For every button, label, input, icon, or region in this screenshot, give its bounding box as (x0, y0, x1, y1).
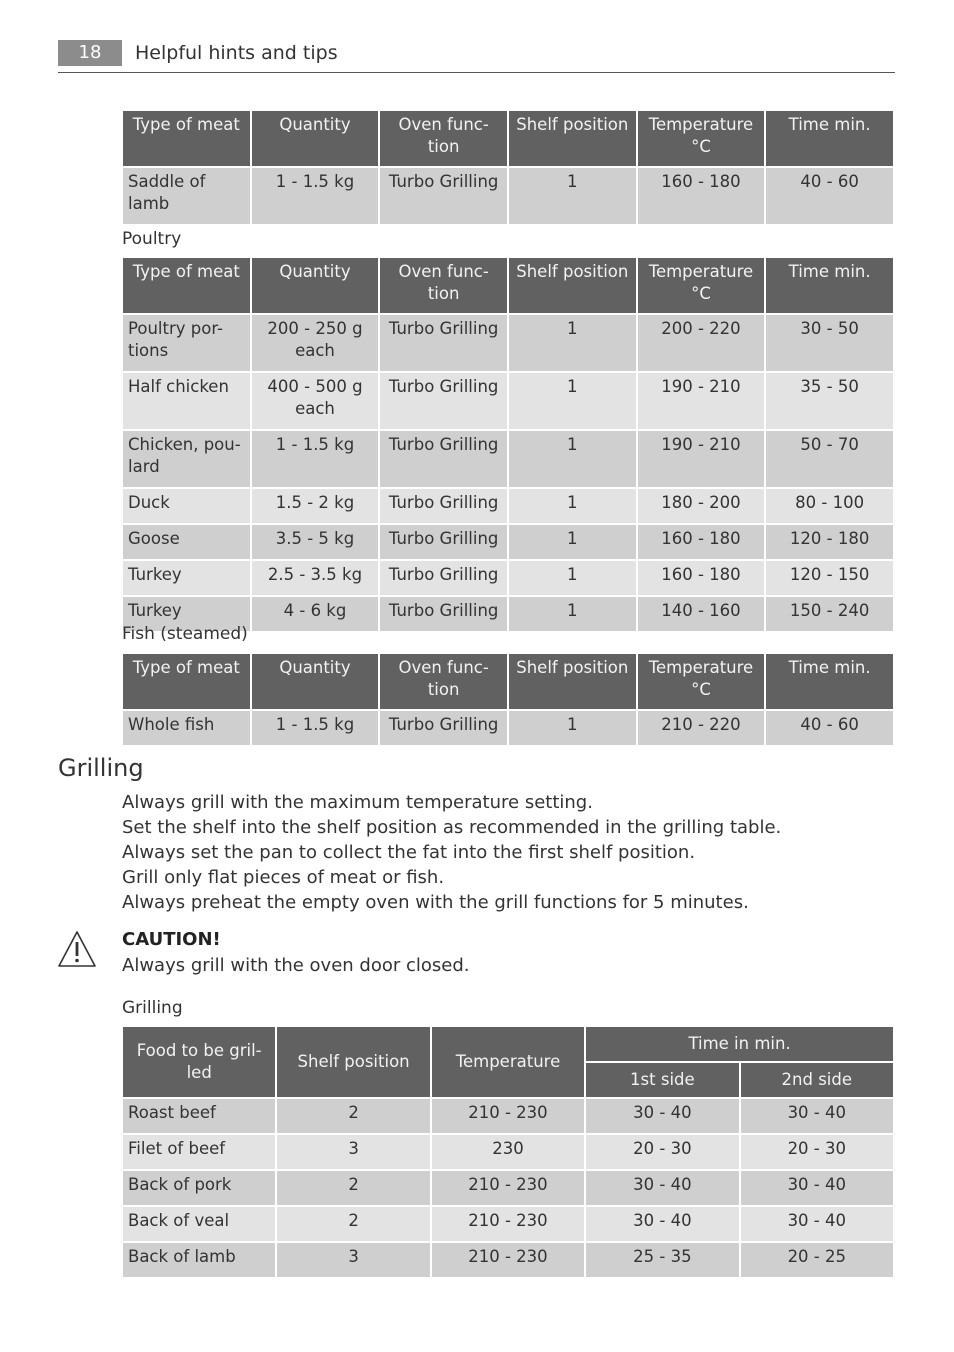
cell-shelf: 1 (509, 431, 636, 487)
col-food: Food to be gril-led (123, 1027, 275, 1097)
cell-function: Turbo Grilling (380, 525, 507, 559)
cell-meat: Whole fish (123, 711, 250, 745)
cell-temperature: 190 - 210 (638, 431, 765, 487)
cell-quantity: 1 - 1.5 kg (252, 711, 379, 745)
grilling-instructions (122, 790, 895, 915)
col-time: Time min. (766, 258, 893, 313)
section-heading-grilling: Grilling (58, 754, 144, 782)
page-number: 18 (58, 40, 122, 66)
table-row (123, 1207, 893, 1241)
cell-first-side: 20 - 30 (586, 1135, 738, 1169)
cell-function: Turbo Grilling (380, 561, 507, 595)
col-oven-function: Oven func-tion (380, 111, 507, 166)
cell-second-side: 30 - 40 (741, 1171, 893, 1205)
cell-meat: Poultry por-tions (123, 315, 250, 371)
col-time: Time min. (766, 111, 893, 166)
cell-quantity: 4 - 6 kg (252, 597, 379, 631)
cell-shelf: 2 (277, 1099, 429, 1133)
instruction-line: Always set the pan to collect the fat into the first shelf position. (122, 842, 696, 863)
cell-food: Roast beef (123, 1099, 275, 1133)
table-row (123, 489, 893, 523)
cell-function: Turbo Grilling (380, 597, 507, 631)
cell-time: 150 - 240 (766, 597, 893, 631)
col-temperature: Temperature °C (638, 111, 765, 166)
cell-function: Turbo Grilling (380, 711, 507, 745)
col-type-of-meat: Type of meat (123, 111, 250, 166)
cell-quantity: 1.5 - 2 kg (252, 489, 379, 523)
cell-time: 80 - 100 (766, 489, 893, 523)
cell-quantity: 400 - 500 g each (252, 373, 379, 429)
cell-first-side: 30 - 40 (586, 1171, 738, 1205)
col-second-side: 2nd side (741, 1063, 893, 1097)
col-quantity: Quantity (252, 654, 379, 709)
cell-function: Turbo Grilling (380, 168, 507, 224)
cell-shelf: 3 (277, 1243, 429, 1277)
cell-temperature: 200 - 220 (638, 315, 765, 371)
cell-quantity: 1 - 1.5 kg (252, 431, 379, 487)
col-temperature: Temperature (432, 1027, 584, 1097)
cell-food: Back of veal (123, 1207, 275, 1241)
table-row (123, 315, 893, 371)
cell-time: 40 - 60 (766, 168, 893, 224)
table-row (123, 373, 893, 429)
poultry-table (121, 256, 895, 633)
col-shelf-position: Shelf position (277, 1027, 429, 1097)
instruction-line: Always grill with the maximum temperature setting. (122, 792, 593, 813)
table-row (123, 1243, 893, 1277)
page-title: Helpful hints and tips (135, 42, 338, 64)
cell-shelf: 1 (509, 315, 636, 371)
cell-food: Filet of beef (123, 1135, 275, 1169)
caution-text: Always grill with the oven door closed. (122, 955, 470, 976)
fish-table (121, 652, 895, 747)
page-header (58, 40, 895, 73)
instruction-line: Grill only flat pieces of meat or fish. (122, 867, 445, 888)
cell-second-side: 30 - 40 (741, 1207, 893, 1241)
instruction-line: Set the shelf into the shelf position as recommended in the grilling table. (122, 817, 782, 838)
cell-shelf: 3 (277, 1135, 429, 1169)
cell-shelf: 1 (509, 489, 636, 523)
col-shelf-position: Shelf position (509, 258, 636, 313)
col-first-side: 1st side (586, 1063, 738, 1097)
col-shelf-position: Shelf position (509, 111, 636, 166)
col-time-group: Time in min. (586, 1027, 893, 1061)
fish-label: Fish (steamed) (122, 624, 248, 644)
table-row (123, 1099, 893, 1133)
cell-shelf: 1 (509, 373, 636, 429)
cell-first-side: 30 - 40 (586, 1207, 738, 1241)
cell-temperature: 210 - 230 (432, 1243, 584, 1277)
col-time: Time min. (766, 654, 893, 709)
cell-quantity: 200 - 250 g each (252, 315, 379, 371)
col-temperature: Temperature °C (638, 654, 765, 709)
cell-shelf: 2 (277, 1207, 429, 1241)
cell-meat: Half chicken (123, 373, 250, 429)
cell-meat: Chicken, pou-lard (123, 431, 250, 487)
cell-quantity: 3.5 - 5 kg (252, 525, 379, 559)
cell-function: Turbo Grilling (380, 431, 507, 487)
warning-triangle-icon (57, 930, 97, 968)
cell-meat: Turkey (123, 561, 250, 595)
cell-time: 120 - 180 (766, 525, 893, 559)
cell-shelf: 1 (509, 168, 636, 224)
cell-function: Turbo Grilling (380, 489, 507, 523)
table-row (123, 525, 893, 559)
cell-temperature: 230 (432, 1135, 584, 1169)
cell-food: Back of pork (123, 1171, 275, 1205)
table-row (123, 431, 893, 487)
lamb-table (121, 109, 895, 226)
cell-function: Turbo Grilling (380, 373, 507, 429)
table-row (123, 711, 893, 745)
table-row (123, 561, 893, 595)
cell-quantity: 2.5 - 3.5 kg (252, 561, 379, 595)
cell-temperature: 210 - 230 (432, 1207, 584, 1241)
cell-first-side: 25 - 35 (586, 1243, 738, 1277)
col-quantity: Quantity (252, 258, 379, 313)
cell-function: Turbo Grilling (380, 315, 507, 371)
col-shelf-position: Shelf position (509, 654, 636, 709)
cell-second-side: 20 - 30 (741, 1135, 893, 1169)
cell-first-side: 30 - 40 (586, 1099, 738, 1133)
cell-time: 30 - 50 (766, 315, 893, 371)
cell-meat: Goose (123, 525, 250, 559)
col-temperature: Temperature °C (638, 258, 765, 313)
cell-time: 40 - 60 (766, 711, 893, 745)
table-row (123, 1135, 893, 1169)
grilling-table-label: Grilling (122, 998, 183, 1018)
cell-temperature: 190 - 210 (638, 373, 765, 429)
cell-temperature: 210 - 230 (432, 1171, 584, 1205)
cell-temperature: 210 - 220 (638, 711, 765, 745)
col-oven-function: Oven func-tion (380, 258, 507, 313)
instruction-line: Always preheat the empty oven with the grill functions for 5 minutes. (122, 892, 749, 913)
cell-temperature: 160 - 180 (638, 561, 765, 595)
cell-second-side: 20 - 25 (741, 1243, 893, 1277)
cell-temperature: 140 - 160 (638, 597, 765, 631)
cell-meat: Turkey (123, 597, 250, 631)
cell-shelf: 2 (277, 1171, 429, 1205)
cell-shelf: 1 (509, 525, 636, 559)
cell-quantity: 1 - 1.5 kg (252, 168, 379, 224)
cell-meat: Duck (123, 489, 250, 523)
col-quantity: Quantity (252, 111, 379, 166)
cell-time: 120 - 150 (766, 561, 893, 595)
cell-temperature: 160 - 180 (638, 525, 765, 559)
cell-shelf: 1 (509, 711, 636, 745)
cell-food: Back of lamb (123, 1243, 275, 1277)
poultry-label: Poultry (122, 229, 182, 249)
caution-title: CAUTION! (122, 929, 221, 950)
cell-shelf: 1 (509, 561, 636, 595)
cell-temperature: 210 - 230 (432, 1099, 584, 1133)
cell-meat: Saddle of lamb (123, 168, 250, 224)
cell-time: 35 - 50 (766, 373, 893, 429)
table-row (123, 1171, 893, 1205)
cell-temperature: 160 - 180 (638, 168, 765, 224)
cell-shelf: 1 (509, 597, 636, 631)
cell-temperature: 180 - 200 (638, 489, 765, 523)
cell-second-side: 30 - 40 (741, 1099, 893, 1133)
col-type-of-meat: Type of meat (123, 258, 250, 313)
col-oven-function: Oven func-tion (380, 654, 507, 709)
table-row (123, 168, 893, 224)
grilling-table (121, 1025, 895, 1279)
cell-time: 50 - 70 (766, 431, 893, 487)
col-type-of-meat: Type of meat (123, 654, 250, 709)
